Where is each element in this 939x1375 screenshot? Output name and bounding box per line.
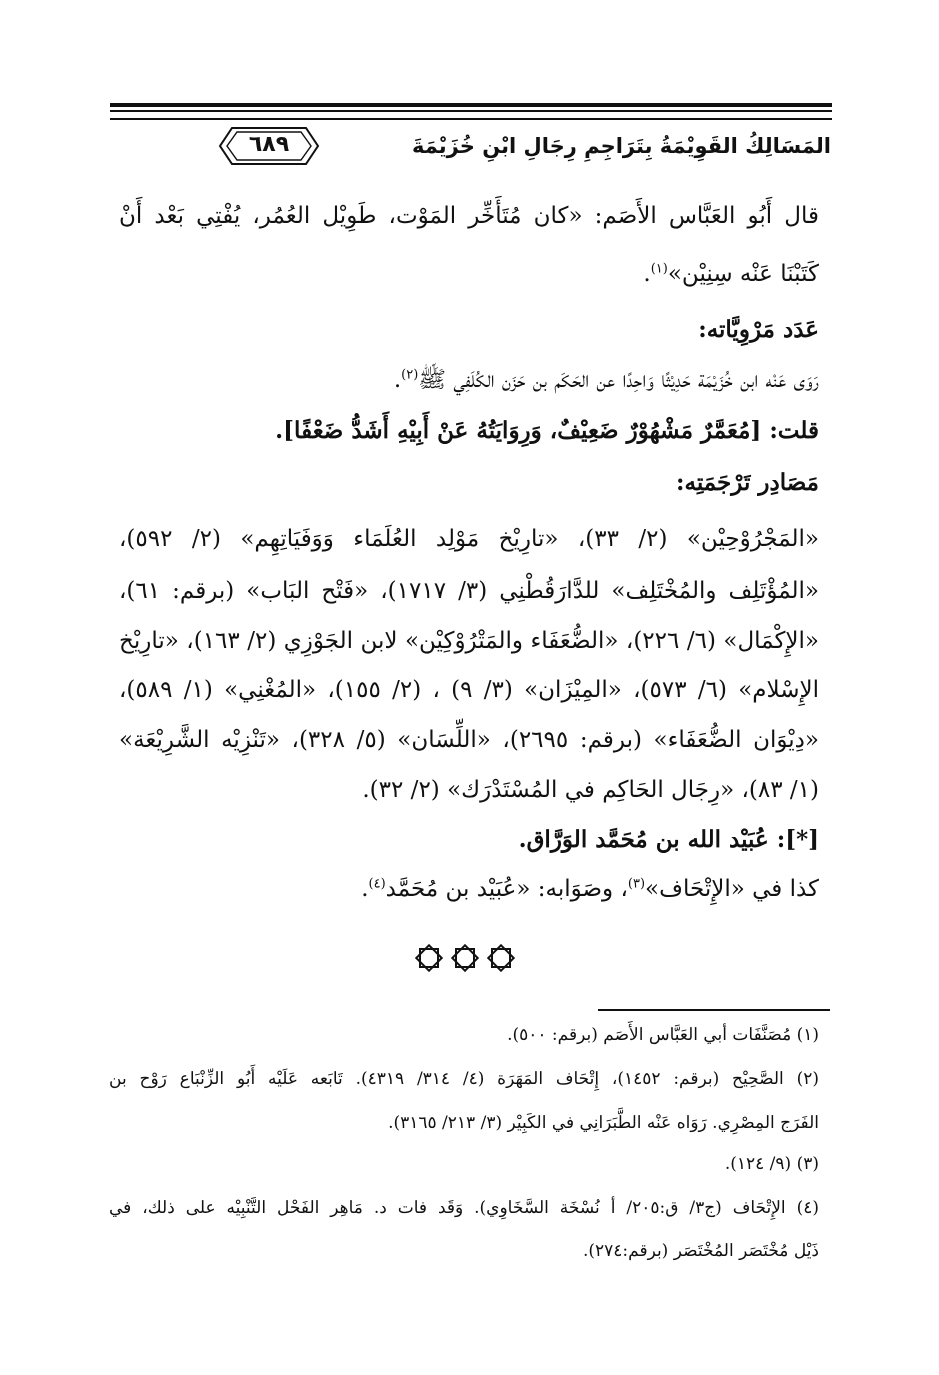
paragraph-line: كَتَبْنَا عَنْه سِنِيْن»$^{(١)}$. (643, 261, 819, 287)
footnote-continuation: ذَيْل مُخْتَصَر المُخْتَصَر (برقم:٢٧٤). (582, 1241, 819, 1261)
footnote-continuation: الفَرَج المِصْرِي. رَوَاه عَنْه الطَّبَرَانِي في الكَبِيْر (٣/ ٢١٣/ ٣١٦٥). (388, 1113, 819, 1133)
footnote: (٢) الصَّحِيْح (برقم: ١٤٥٢)، إِتْحَاف المَهَرَة (٤/ ٣١٤/ ٤٣١٩). تَابَعه عَلَيْه أَبُو الزِّنْبَاع رَوْح بن (109, 1069, 819, 1089)
footnote-ref: (٣) (627, 876, 646, 892)
footnote: (٤) الإِتْحَاف (ج٣/ ق:٢٠٥/ أ نُسْخَة السَّخَاوِي). وَقَد فات د. مَاهِر الفَحْل التَّنْبِيْه على ذلك، في (109, 1198, 819, 1218)
footnotes (109, 0, 819, 1375)
text-segment: رَوَى عَنْه ابن خُزَيْمَة حَدِيْثًا وَاحِدًا عن الحَكَم بن حَزَن الكُلَفِي ﷺ (418, 367, 819, 393)
section-heading: مَصَادِر تَرْجَمَتِه: (676, 469, 819, 496)
source-line: «المُؤْتَلِف والمُخْتَلِف» للدَّارَقُطْنِي (٣/ ١٧١٧)، «فَتْح البَاب» (برقم: ٦١)، (119, 578, 819, 604)
entry-heading: [*]: عُبَيْد الله بن مُحَمَّد الوَرَّاق. (518, 826, 819, 853)
footnote-ref: (١) (650, 261, 668, 277)
paragraph-line: قال أَبُو العَبَّاس الأَصَم: «كان مُتَأَخِّر المَوْت، طَوِيْل العُمُر، يُفْتِي بَعْد أَنْ (119, 203, 819, 229)
text-segment: كذا في «الإِتْحَاف» (645, 876, 819, 902)
footnote-ref: (٢) (401, 367, 419, 383)
text-segment: ، وصَوَابه: «عُبَيْد بن مُحَمَّد (385, 876, 628, 902)
text-segment: . (361, 876, 369, 902)
source-line: «الإِكْمَال» (٦/ ٢٢٦)، «الضُّعَفَاء والمَتْرُوْكِيْن» لابن الجَوْزِي (٢/ ١٦٣)، «تارِيْخ (119, 628, 819, 654)
footnote: (١) مُصَنَّفَات أبي العَبَّاس الأَصَم (برقم: ٥٠٠). (507, 1025, 819, 1045)
source-line: (١/ ٨٣)، «رِجَال الحَاكِم في المُسْتَدْرَك» (٢/ ٣٢). (362, 777, 819, 803)
page-number: ٦٨٩ (248, 132, 290, 157)
footnote: (٣) (٩/ ١٢٤). (724, 1154, 819, 1174)
source-line: «المَجْرُوْحِيْن» (٢/ ٣٣)، «تارِيْخ مَوْلِد العُلَمَاء وَوَفَيَاتِهِم» (٢/ ٥٩٢)، (119, 526, 820, 552)
text-segment: كَتَبْنَا عَنْه سِنِيْن» (667, 261, 819, 287)
qult-statement: قلت: [مُعَمَّرٌ مَشْهُوْرٌ ضَعِيْفٌ، وَرِوَايَتُهُ عَنْ أَبِيْهِ أَشَدُّ ضَعْفًا]. (275, 417, 819, 444)
paragraph-line: رَوَى عَنْه ابن خُزَيْمَة حَدِيْثًا وَاحِدًا عن الحَكَم بن حَزَن الكُلَفِي ﷺ$^{(٢)}$. (393, 367, 819, 393)
footnote-ref: (٤) (368, 876, 386, 892)
running-header-title: المَسَالِكُ القَوِيْمَةُ بِتَرَاجِمِ رِجَالِ ابْنِ خُزَيْمَةَ (411, 134, 831, 158)
section-heading: عَدَد مَرْوِيَّاته: (698, 316, 819, 343)
source-line: «دِيْوَان الضُّعَفَاء» (برقم: ٢٦٩٥)، «اللِّسَان» (٥/ ٣٢٨)، «تَنْزِيْه الشَّرِيْعَة» (119, 727, 819, 753)
source-line: الإِسْلام» (٦/ ٥٧٣)، «المِيْزَان» (٣/ ٩) ، (٢/ ١٥٥)، «المُغْنِي» (١/ ٥٨٩)، (119, 677, 820, 703)
